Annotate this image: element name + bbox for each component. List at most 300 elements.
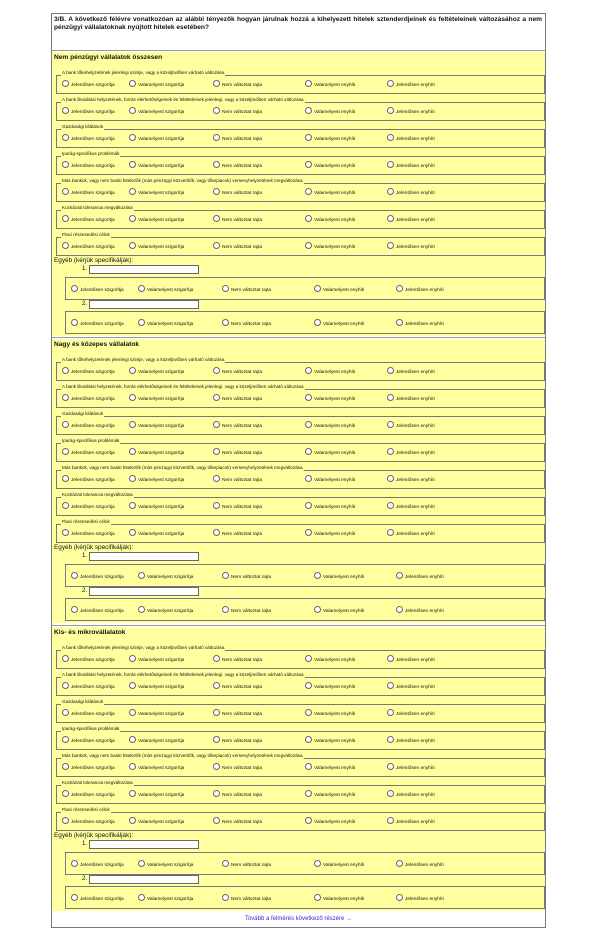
radio-button[interactable] [213, 161, 220, 168]
radio-button[interactable] [387, 242, 394, 249]
other-2-option-4[interactable] [314, 319, 364, 328]
radio-button[interactable] [213, 448, 220, 455]
other-2-option-2[interactable] [138, 894, 193, 903]
option-label: Valamelyest szigorítja [138, 712, 185, 717]
radio-button[interactable] [213, 134, 220, 141]
factor-option-5[interactable] [387, 134, 435, 143]
radio-button[interactable] [305, 790, 312, 797]
radio-button[interactable] [129, 80, 136, 87]
factor-group [56, 124, 545, 148]
radio-button[interactable] [62, 736, 69, 743]
factor-option-1[interactable] [62, 709, 115, 718]
radio-button[interactable] [138, 606, 145, 613]
other-2-option-3[interactable] [222, 606, 271, 615]
other-2-option-3[interactable] [222, 319, 271, 328]
factor-option-4[interactable] [305, 394, 355, 403]
radio-button[interactable] [396, 894, 403, 901]
factor-option-4[interactable] [305, 655, 355, 664]
radio-button[interactable] [305, 215, 312, 222]
factor-option-5[interactable] [387, 107, 435, 116]
other-2-input[interactable] [89, 300, 199, 309]
factor-option-2[interactable] [129, 394, 184, 403]
factor-option-4[interactable] [305, 502, 355, 511]
factor-option-1[interactable] [62, 161, 115, 170]
factor-option-1[interactable] [62, 655, 115, 664]
factor-option-5[interactable] [387, 475, 435, 484]
radio-button[interactable] [387, 736, 394, 743]
factor-option-2[interactable] [129, 188, 184, 197]
other-2-option-4[interactable] [314, 606, 364, 615]
factor-option-5[interactable] [387, 367, 435, 376]
other-1-option-4[interactable] [314, 285, 364, 294]
factor-option-1[interactable] [62, 394, 115, 403]
factor-group [56, 807, 545, 831]
radio-button[interactable] [138, 319, 145, 326]
section-title: Nagy és közepes vállalatok [54, 341, 140, 348]
other-1-option-2[interactable] [138, 860, 193, 869]
other-1-option-4[interactable] [314, 860, 364, 869]
factor-option-4[interactable] [305, 421, 355, 430]
radio-button[interactable] [71, 606, 78, 613]
factor-option-4[interactable] [305, 161, 355, 170]
factor-option-2[interactable] [129, 215, 184, 224]
factor-option-4[interactable] [305, 817, 355, 826]
radio-button[interactable] [305, 161, 312, 168]
factor-option-1[interactable] [62, 448, 115, 457]
factor-option-3[interactable] [213, 817, 262, 826]
factor-option-5[interactable] [387, 763, 435, 772]
factor-option-3[interactable] [213, 421, 262, 430]
radio-button[interactable] [62, 161, 69, 168]
radio-button[interactable] [129, 763, 136, 770]
radio-button[interactable] [62, 790, 69, 797]
other-2-input[interactable] [89, 587, 199, 596]
radio-button[interactable] [314, 572, 321, 579]
other-2-option-5[interactable] [396, 894, 444, 903]
other-1-input[interactable] [89, 265, 199, 274]
radio-button[interactable] [71, 860, 78, 867]
option-label: Jelentősen szigorítja [71, 766, 115, 771]
option-label: Valamelyest enyhíti [314, 218, 356, 223]
radio-button[interactable] [138, 894, 145, 901]
factor-option-3[interactable] [213, 502, 262, 511]
radio-button[interactable] [62, 107, 69, 114]
other-1-option-5[interactable] [396, 572, 444, 581]
factor-option-3[interactable] [213, 107, 262, 116]
factor-option-3[interactable] [213, 682, 262, 691]
radio-button[interactable] [305, 107, 312, 114]
factor-option-2[interactable] [129, 475, 184, 484]
survey-page [51, 13, 546, 928]
option-label: Jelentősen szigorítja [71, 712, 115, 717]
factor-option-4[interactable] [305, 682, 355, 691]
other-1-option-3[interactable] [222, 285, 271, 294]
factor-option-5[interactable] [387, 736, 435, 745]
radio-button[interactable] [129, 529, 136, 536]
radio-button[interactable] [387, 655, 394, 662]
option-label: Nem változtat rajta [222, 137, 262, 142]
factor-option-5[interactable] [387, 529, 435, 538]
factor-option-4[interactable] [305, 367, 355, 376]
other-2-option-3[interactable] [222, 894, 271, 903]
radio-button[interactable] [62, 682, 69, 689]
radio-button[interactable] [305, 709, 312, 716]
factor-option-3[interactable] [213, 367, 262, 376]
radio-button[interactable] [387, 107, 394, 114]
factor-option-2[interactable] [129, 80, 184, 89]
radio-button[interactable] [62, 529, 69, 536]
radio-button[interactable] [129, 736, 136, 743]
radio-button[interactable] [387, 790, 394, 797]
radio-button[interactable] [396, 606, 403, 613]
other-1-option-3[interactable] [222, 572, 271, 581]
factor-option-5[interactable] [387, 80, 435, 89]
factor-option-5[interactable] [387, 394, 435, 403]
radio-button[interactable] [129, 161, 136, 168]
radio-button[interactable] [71, 572, 78, 579]
factor-option-4[interactable] [305, 475, 355, 484]
radio-button[interactable] [62, 502, 69, 509]
radio-button[interactable] [62, 448, 69, 455]
radio-button[interactable] [387, 161, 394, 168]
radio-button[interactable] [213, 529, 220, 536]
factor-option-4[interactable] [305, 790, 355, 799]
radio-button[interactable] [396, 285, 403, 292]
factor-option-4[interactable] [305, 736, 355, 745]
other-2-option-5[interactable] [396, 606, 444, 615]
radio-button[interactable] [138, 860, 145, 867]
radio-button[interactable] [222, 319, 229, 326]
factor-option-1[interactable] [62, 682, 115, 691]
factor-label: Más bankok, vagy nem banki hitelezők (más pénzügyi közvetítők, vagy tőkepiacok) versenyhelyzetének megváltozása [62, 465, 303, 470]
radio-button[interactable] [305, 475, 312, 482]
factor-option-4[interactable] [305, 215, 355, 224]
factor-option-2[interactable] [129, 682, 184, 691]
factor-option-5[interactable] [387, 188, 435, 197]
radio-button[interactable] [62, 242, 69, 249]
factor-option-2[interactable] [129, 161, 184, 170]
other-2-option-1[interactable] [71, 319, 124, 328]
other-2-input[interactable] [89, 875, 199, 884]
radio-button[interactable] [387, 709, 394, 716]
radio-button[interactable] [387, 448, 394, 455]
factor-option-2[interactable] [129, 107, 184, 116]
radio-button[interactable] [305, 736, 312, 743]
radio-button[interactable] [213, 367, 220, 374]
factor-option-4[interactable] [305, 709, 355, 718]
radio-button[interactable] [62, 215, 69, 222]
other-1-input[interactable] [89, 840, 199, 849]
radio-button[interactable] [305, 682, 312, 689]
factor-option-4[interactable] [305, 529, 355, 538]
factor-option-3[interactable] [213, 242, 262, 251]
radio-button[interactable] [305, 655, 312, 662]
radio-button[interactable] [213, 682, 220, 689]
factor-option-1[interactable] [62, 502, 115, 511]
radio-button[interactable] [62, 709, 69, 716]
radio-button[interactable] [129, 421, 136, 428]
radio-button[interactable] [129, 655, 136, 662]
option-label: Jelentősen enyhíti [396, 83, 435, 88]
factor-option-3[interactable] [213, 763, 262, 772]
radio-button[interactable] [396, 319, 403, 326]
radio-button[interactable] [71, 285, 78, 292]
factor-option-3[interactable] [213, 215, 262, 224]
radio-button[interactable] [387, 529, 394, 536]
factor-option-2[interactable] [129, 736, 184, 745]
factor-option-1[interactable] [62, 80, 115, 89]
factor-option-1[interactable] [62, 763, 115, 772]
radio-button[interactable] [213, 709, 220, 716]
radio-button[interactable] [305, 188, 312, 195]
radio-button[interactable] [129, 709, 136, 716]
radio-button[interactable] [305, 448, 312, 455]
radio-button[interactable] [222, 606, 229, 613]
other-2-option-1[interactable] [71, 606, 124, 615]
option-label: Jelentősen enyhíti [396, 532, 435, 537]
factor-option-4[interactable] [305, 134, 355, 143]
factor-option-2[interactable] [129, 655, 184, 664]
factor-label: Piaci részesedési célok [62, 807, 110, 812]
factor-option-5[interactable] [387, 709, 435, 718]
factor-option-5[interactable] [387, 242, 435, 251]
factor-option-1[interactable] [62, 188, 115, 197]
radio-button[interactable] [71, 319, 78, 326]
other-1-option-3[interactable] [222, 860, 271, 869]
factor-option-1[interactable] [62, 215, 115, 224]
radio-button[interactable] [314, 894, 321, 901]
factor-option-1[interactable] [62, 529, 115, 538]
other-2-option-5[interactable] [396, 319, 444, 328]
factor-option-4[interactable] [305, 188, 355, 197]
factor-option-1[interactable] [62, 242, 115, 251]
radio-button[interactable] [222, 894, 229, 901]
radio-button[interactable] [213, 790, 220, 797]
factor-option-5[interactable] [387, 215, 435, 224]
factor-option-1[interactable] [62, 421, 115, 430]
factor-option-1[interactable] [62, 367, 115, 376]
other-1-option-5[interactable] [396, 860, 444, 869]
radio-button[interactable] [213, 655, 220, 662]
other-2-option-2[interactable] [138, 319, 193, 328]
factor-option-4[interactable] [305, 763, 355, 772]
radio-button[interactable] [71, 894, 78, 901]
radio-button[interactable] [387, 134, 394, 141]
factor-option-2[interactable] [129, 367, 184, 376]
factor-option-3[interactable] [213, 655, 262, 664]
radio-button[interactable] [62, 80, 69, 87]
radio-button[interactable] [129, 242, 136, 249]
option-label: Jelentősen enyhíti [396, 793, 435, 798]
option-label: Nem változtat rajta [231, 575, 271, 580]
radio-button[interactable] [213, 215, 220, 222]
radio-button[interactable] [213, 502, 220, 509]
factor-option-3[interactable] [213, 709, 262, 718]
other-1-option-5[interactable] [396, 285, 444, 294]
radio-button[interactable] [138, 285, 145, 292]
factor-option-5[interactable] [387, 421, 435, 430]
other-2-option-1[interactable] [71, 894, 124, 903]
factor-option-5[interactable] [387, 161, 435, 170]
factor-option-5[interactable] [387, 448, 435, 457]
factor-label: Gazdasági kilátások [62, 699, 104, 704]
factor-option-1[interactable] [62, 475, 115, 484]
other-2-option-2[interactable] [138, 606, 193, 615]
radio-button[interactable] [129, 448, 136, 455]
factor-option-5[interactable] [387, 682, 435, 691]
factor-option-3[interactable] [213, 736, 262, 745]
factor-option-3[interactable] [213, 188, 262, 197]
factor-option-2[interactable] [129, 448, 184, 457]
other-1-option-1[interactable] [71, 572, 124, 581]
radio-button[interactable] [138, 572, 145, 579]
factor-option-1[interactable] [62, 790, 115, 799]
factor-option-2[interactable] [129, 502, 184, 511]
factor-option-1[interactable] [62, 817, 115, 826]
radio-button[interactable] [129, 790, 136, 797]
option-label: Valamelyest enyhíti [314, 685, 356, 690]
factor-option-3[interactable] [213, 790, 262, 799]
factor-option-2[interactable] [129, 763, 184, 772]
factor-option-5[interactable] [387, 817, 435, 826]
factor-group [56, 726, 545, 750]
radio-button[interactable] [387, 763, 394, 770]
radio-button[interactable] [387, 367, 394, 374]
other-2-number: 2. [82, 587, 88, 594]
radio-button[interactable] [305, 763, 312, 770]
radio-button[interactable] [222, 860, 229, 867]
radio-button[interactable] [62, 134, 69, 141]
radio-button[interactable] [305, 529, 312, 536]
radio-button[interactable] [222, 572, 229, 579]
factor-option-2[interactable] [129, 817, 184, 826]
radio-button[interactable] [305, 394, 312, 401]
radio-button[interactable] [62, 394, 69, 401]
radio-button[interactable] [213, 763, 220, 770]
other-1-option-2[interactable] [138, 572, 193, 581]
radio-button[interactable] [213, 421, 220, 428]
radio-button[interactable] [222, 285, 229, 292]
factor-option-1[interactable] [62, 736, 115, 745]
factor-option-1[interactable] [62, 134, 115, 143]
radio-button[interactable] [129, 188, 136, 195]
radio-button[interactable] [62, 475, 69, 482]
factor-option-2[interactable] [129, 790, 184, 799]
radio-button[interactable] [62, 655, 69, 662]
next-page-link[interactable]: Tovább a felmérés következő részére → [244, 916, 353, 922]
radio-button[interactable] [387, 475, 394, 482]
other-1-option-4[interactable] [314, 572, 364, 581]
radio-button[interactable] [387, 394, 394, 401]
radio-button[interactable] [213, 394, 220, 401]
factor-option-5[interactable] [387, 655, 435, 664]
radio-button[interactable] [396, 860, 403, 867]
radio-button[interactable] [387, 188, 394, 195]
factor-option-5[interactable] [387, 502, 435, 511]
factor-option-3[interactable] [213, 448, 262, 457]
radio-button[interactable] [396, 572, 403, 579]
other-1-option-1[interactable] [71, 285, 124, 294]
radio-button[interactable] [314, 606, 321, 613]
radio-button[interactable] [387, 682, 394, 689]
factor-option-2[interactable] [129, 529, 184, 538]
other-1-input[interactable] [89, 552, 199, 561]
radio-button[interactable] [213, 242, 220, 249]
radio-button[interactable] [305, 502, 312, 509]
radio-button[interactable] [314, 319, 321, 326]
option-label: Jelentősen szigorítja [71, 658, 115, 663]
radio-button[interactable] [213, 107, 220, 114]
option-label: Jelentősen enyhíti [396, 164, 435, 169]
factor-option-4[interactable] [305, 448, 355, 457]
radio-button[interactable] [387, 817, 394, 824]
option-label: Valamelyest szigorítja [138, 820, 185, 825]
factor-option-3[interactable] [213, 80, 262, 89]
radio-button[interactable] [213, 80, 220, 87]
option-label: Valamelyest szigorítja [138, 137, 185, 142]
radio-button[interactable] [305, 80, 312, 87]
radio-button[interactable] [62, 367, 69, 374]
radio-button[interactable] [129, 107, 136, 114]
other-2-option-4[interactable] [314, 894, 364, 903]
factor-option-3[interactable] [213, 134, 262, 143]
radio-button[interactable] [387, 421, 394, 428]
radio-button[interactable] [129, 394, 136, 401]
factor-option-5[interactable] [387, 790, 435, 799]
factor-option-1[interactable] [62, 107, 115, 116]
factor-option-3[interactable] [213, 394, 262, 403]
factor-option-3[interactable] [213, 161, 262, 170]
radio-button[interactable] [305, 367, 312, 374]
radio-button[interactable] [62, 763, 69, 770]
radio-button[interactable] [305, 421, 312, 428]
radio-button[interactable] [213, 188, 220, 195]
factor-option-4[interactable] [305, 80, 355, 89]
radio-button[interactable] [387, 80, 394, 87]
radio-button[interactable] [129, 215, 136, 222]
radio-button[interactable] [213, 817, 220, 824]
radio-button[interactable] [314, 860, 321, 867]
radio-button[interactable] [129, 367, 136, 374]
radio-button[interactable] [314, 285, 321, 292]
radio-button[interactable] [213, 475, 220, 482]
radio-button[interactable] [305, 134, 312, 141]
radio-button[interactable] [129, 817, 136, 824]
radio-button[interactable] [305, 242, 312, 249]
factor-option-2[interactable] [129, 421, 184, 430]
factor-option-4[interactable] [305, 107, 355, 116]
radio-button[interactable] [62, 817, 69, 824]
factor-option-4[interactable] [305, 242, 355, 251]
radio-button[interactable] [387, 502, 394, 509]
factor-option-2[interactable] [129, 134, 184, 143]
radio-button[interactable] [129, 502, 136, 509]
other-1-option-1[interactable] [71, 860, 124, 869]
other-1-option-2[interactable] [138, 285, 193, 294]
radio-button[interactable] [129, 134, 136, 141]
factor-option-2[interactable] [129, 242, 184, 251]
factor-option-2[interactable] [129, 709, 184, 718]
radio-button[interactable] [129, 682, 136, 689]
radio-button[interactable] [387, 215, 394, 222]
factor-option-3[interactable] [213, 475, 262, 484]
factor-option-3[interactable] [213, 529, 262, 538]
radio-button[interactable] [129, 475, 136, 482]
radio-button[interactable] [213, 736, 220, 743]
radio-button[interactable] [62, 421, 69, 428]
radio-button[interactable] [62, 188, 69, 195]
radio-button[interactable] [305, 817, 312, 824]
